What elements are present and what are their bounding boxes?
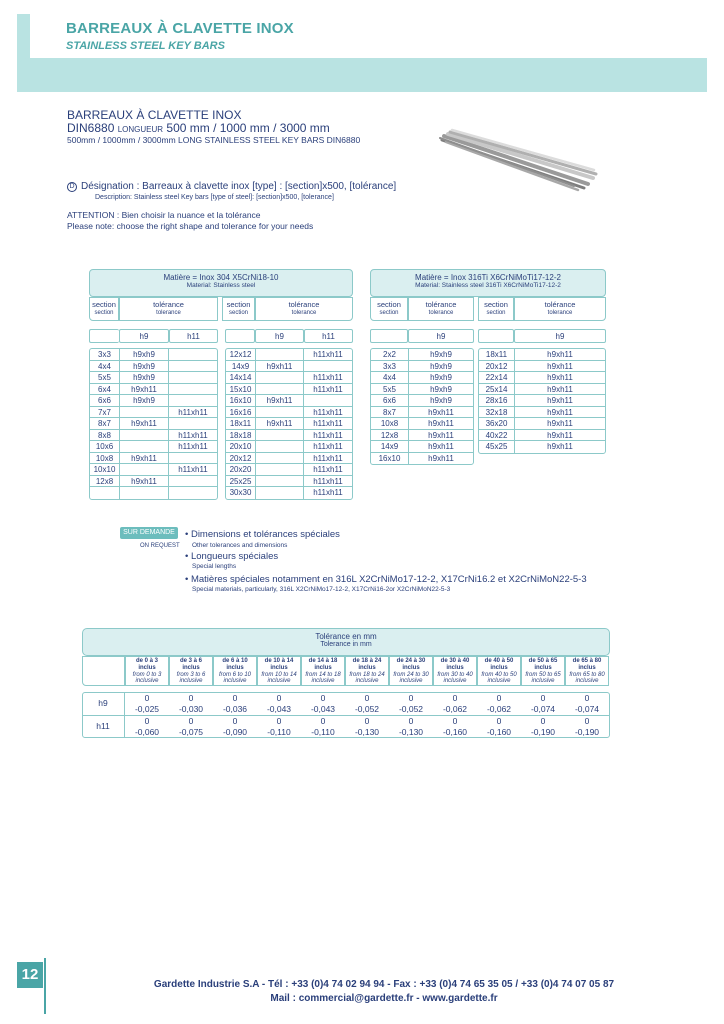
footer-contact: Gardette Industrie S.A - Tél : +33 (0)4 74 02 94 94 - Fax : +33 (0)4 74 65 35 05 / +33 (0)4 74 07 05 87 bbox=[153, 979, 615, 990]
tolerance-cell: h9xh9 bbox=[409, 395, 473, 407]
section-cell: 18x18 bbox=[226, 430, 256, 442]
designation-marker-icon: D bbox=[67, 182, 77, 192]
tolerance-cell: h11xh11 bbox=[304, 476, 352, 488]
tolerance-cell bbox=[256, 453, 304, 465]
attention-text: ATTENTION : Bien choisir la nuance et la tolérance bbox=[67, 210, 261, 220]
table-row bbox=[371, 372, 473, 384]
tolerance-value: -0,052 bbox=[354, 704, 380, 714]
tolerance-column-header: de 65 à 80 inclus from 65 to 80 inclusive bbox=[565, 656, 609, 686]
table-row bbox=[90, 395, 217, 407]
table316-subheader-right bbox=[478, 329, 606, 343]
section-cell: 18x11 bbox=[479, 349, 515, 361]
tolerance-cell: h9xh11 bbox=[256, 361, 304, 373]
tolerance-cell: h9xh11 bbox=[120, 476, 169, 488]
table304-title-box bbox=[89, 269, 353, 297]
table-row bbox=[371, 384, 473, 396]
tolerance-title-en: Tolerance in mm bbox=[320, 641, 372, 648]
section-cell: 20x12 bbox=[479, 361, 515, 373]
section-cell: 4x4 bbox=[371, 372, 409, 384]
tolerance-cell: h11xh11 bbox=[304, 384, 352, 396]
tolerance-value: 0 bbox=[364, 716, 370, 726]
table-row bbox=[226, 384, 352, 396]
table-row bbox=[90, 476, 217, 488]
tolerance-value: -0,062 bbox=[442, 704, 468, 714]
h9-header: h9 bbox=[514, 329, 606, 343]
tolerance-cell bbox=[120, 464, 169, 476]
tolerance-column-header: de 6 à 10 inclus from 6 to 10 inclusive bbox=[213, 656, 257, 686]
table-row bbox=[479, 418, 605, 430]
header-accent-horizontal bbox=[17, 58, 707, 92]
tolerance-header-blank bbox=[82, 656, 125, 686]
table316-tolerance-header-right: tolérance tolerance bbox=[514, 297, 606, 321]
table304-section-header-left: section section bbox=[89, 297, 119, 321]
table316-subheader-left bbox=[370, 329, 474, 343]
section-cell: 6x6 bbox=[371, 395, 409, 407]
tolerance-cell: h11xh11 bbox=[304, 372, 352, 384]
tolerance-row-h9-label: h9 bbox=[98, 698, 108, 708]
tolerance-cell: h9xh11 bbox=[428, 453, 454, 463]
tolerance-cell: h9xh9 bbox=[120, 395, 169, 407]
tolerance-value: -0,052 bbox=[398, 704, 424, 714]
tolerance-cell bbox=[304, 395, 352, 407]
table-row bbox=[226, 487, 352, 499]
section-cell: 12x8 bbox=[371, 430, 409, 442]
tolerance-cell: h11xh11 bbox=[304, 441, 352, 453]
table316-section-header-right: section section bbox=[478, 297, 514, 321]
section-cell: 45x25 bbox=[479, 441, 515, 453]
tolerance-value: 0 bbox=[452, 693, 458, 703]
tolerance-value: -0,160 bbox=[442, 727, 468, 737]
tolerance-value: -0,074 bbox=[574, 704, 600, 714]
tolerance-title: Tolérance en mm bbox=[315, 632, 377, 641]
tolerance-cell: h11xh11 bbox=[304, 349, 352, 361]
tolerance-value: -0,090 bbox=[222, 727, 248, 737]
tolerance-column-header: de 10 à 14 inclus from 10 to 14 inclusive bbox=[257, 656, 301, 686]
section-cell: 20x20 bbox=[226, 464, 256, 476]
section-cell: 5x5 bbox=[90, 372, 120, 384]
attention-en: Please note: choose the right shape and tolerance for your needs bbox=[67, 221, 314, 231]
tolerance-value: -0,110 bbox=[311, 727, 335, 737]
table-row bbox=[226, 418, 352, 430]
h9-header: h9 bbox=[408, 329, 474, 343]
tolerance-cell bbox=[169, 487, 217, 499]
section-cell bbox=[90, 487, 120, 499]
section-cell: 8x8 bbox=[90, 430, 120, 442]
tolerance-cell: h9xh11 bbox=[515, 418, 605, 430]
table-row bbox=[226, 476, 352, 488]
section-cell: 20x12 bbox=[226, 453, 256, 465]
table-row bbox=[90, 361, 217, 373]
tolerance-cell: h9xh11 bbox=[256, 418, 304, 430]
section-cell: 7x7 bbox=[90, 407, 120, 419]
tolerance-value: 0 bbox=[320, 716, 326, 726]
header-title: BARREAUX À CLAVETTE INOX bbox=[66, 20, 294, 37]
tolerance-cell bbox=[120, 441, 169, 453]
tolerance-cell bbox=[256, 441, 304, 453]
tolerance-value: -0,110 bbox=[267, 727, 291, 737]
tolerance-value: -0,075 bbox=[178, 727, 204, 737]
section-cell: 10x10 bbox=[90, 464, 120, 476]
table-row bbox=[90, 487, 217, 499]
tolerance-cell: h9xh11 bbox=[409, 430, 473, 442]
special-item-2-en: Special lengths bbox=[192, 563, 237, 570]
table304-title-en: Material: Stainless steel bbox=[186, 282, 256, 289]
tolerance-value: 0 bbox=[188, 716, 194, 726]
table-row bbox=[371, 418, 473, 430]
tolerance-column-header: de 18 à 24 inclus from 18 to 24 inclusive bbox=[345, 656, 389, 686]
tolerance-value: -0,074 bbox=[530, 704, 556, 714]
tolerance-value: 0 bbox=[584, 693, 590, 703]
header-subtitle: STAINLESS STEEL KEY BARS bbox=[66, 40, 225, 52]
section-cell: 25x25 bbox=[226, 476, 256, 488]
tolerance-cell: h9xh11 bbox=[256, 395, 304, 407]
tolerance-cell: h9xh11 bbox=[409, 418, 473, 430]
table-row bbox=[90, 407, 217, 419]
section-cell: 22x14 bbox=[479, 372, 515, 384]
table-row bbox=[479, 349, 605, 361]
table304-subheader-left bbox=[89, 329, 218, 343]
tolerance-cell: h9xh11 bbox=[515, 395, 605, 407]
section-din bbox=[67, 121, 330, 135]
table304-title: Matière = Inox 304 X5CrNi18-10 bbox=[163, 273, 279, 282]
table-row bbox=[371, 430, 473, 442]
table-row bbox=[90, 418, 217, 430]
table304-left-body bbox=[89, 348, 218, 500]
tolerance-column-header: de 3 à 6 inclus from 3 to 6 inclusive bbox=[169, 656, 213, 686]
tolerance-cell: h9xh11 bbox=[120, 384, 169, 396]
tolerance-cell bbox=[169, 418, 217, 430]
tolerance-cell: h11xh11 bbox=[304, 464, 352, 476]
section-cell: 25x14 bbox=[479, 384, 515, 396]
tolerance-value: 0 bbox=[320, 693, 326, 703]
table304-tolerance-header-right: tolérance tolerance bbox=[255, 297, 353, 321]
table-row bbox=[90, 349, 217, 361]
table-row bbox=[90, 372, 217, 384]
tolerance-value: -0,030 bbox=[178, 704, 204, 714]
tolerance-cell: h9xh11 bbox=[547, 442, 573, 451]
section-english: 500mm / 1000mm / 3000mm LONG STAINLESS STEEL KEY BARS DIN6880 bbox=[67, 135, 361, 145]
tolerance-column-header: de 0 à 3 inclus from 0 to 3 inclusive bbox=[125, 656, 169, 686]
tolerance-value: -0,025 bbox=[134, 704, 160, 714]
tolerance-column-header: de 40 à 50 inclus from 40 to 50 inclusive bbox=[477, 656, 521, 686]
longueur-label: LONGUEUR bbox=[117, 125, 164, 134]
tolerance-cell: h11xh11 bbox=[304, 418, 352, 430]
tolerance-value: 0 bbox=[540, 693, 546, 703]
tolerance-cell: h9xh9 bbox=[120, 372, 169, 384]
din-code: DIN6880 bbox=[67, 121, 115, 135]
designation-text: Désignation : Barreaux à clavette inox [type] : [section]x500, [tolérance] bbox=[81, 181, 397, 192]
tolerance-row-h11-label: h11 bbox=[96, 721, 110, 731]
section-cell: 3x3 bbox=[90, 349, 120, 361]
tolerance-column-header: de 24 à 30 inclus from 24 to 30 inclusive bbox=[389, 656, 433, 686]
tolerance-cell: h9xh11 bbox=[515, 349, 605, 361]
tolerance-cell bbox=[256, 372, 304, 384]
section-cell: 10x8 bbox=[90, 453, 120, 465]
section-cell: 10x8 bbox=[371, 418, 409, 430]
table-row bbox=[371, 441, 473, 453]
tolerance-cell bbox=[169, 384, 217, 396]
tolerance-cell: h11xh11 bbox=[304, 453, 352, 465]
tolerance-value: 0 bbox=[408, 693, 414, 703]
section-cell: 15x10 bbox=[226, 384, 256, 396]
tolerance-value: -0,130 bbox=[354, 727, 380, 737]
section-cell: 8x7 bbox=[371, 407, 409, 419]
table-row bbox=[226, 453, 352, 465]
special-item-1: • Dimensions et tolérances spéciales bbox=[185, 529, 340, 540]
tolerance-cell: h11xh11 bbox=[304, 430, 352, 442]
tolerance-column-header: de 30 à 40 inclus from 30 to 40 inclusive bbox=[433, 656, 477, 686]
special-item-1-en: Other tolerances and dimensions bbox=[192, 542, 288, 549]
table-row bbox=[479, 441, 605, 453]
table316-section-header-left: section section bbox=[370, 297, 408, 321]
description-en: Description: Stainless steel Key bars [type of steel]: [section]x500, [tolerance] bbox=[95, 194, 334, 201]
tolerance-cell: h9xh11 bbox=[409, 407, 473, 419]
section-cell: 8x7 bbox=[90, 418, 120, 430]
tolerance-cell bbox=[304, 361, 352, 373]
table-row bbox=[371, 349, 473, 361]
tolerance-cell bbox=[169, 349, 217, 361]
table304-subheader-right bbox=[225, 329, 353, 343]
table-row bbox=[226, 407, 352, 419]
table-row bbox=[479, 395, 605, 407]
tolerance-cell bbox=[169, 372, 217, 384]
table-row bbox=[226, 464, 352, 476]
tolerance-cell: h9xh9 bbox=[409, 361, 473, 373]
section-cell: 36x20 bbox=[479, 418, 515, 430]
tolerance-value: 0 bbox=[232, 693, 238, 703]
tolerance-title-box bbox=[82, 628, 610, 656]
tolerance-cell: h9xh11 bbox=[120, 453, 169, 465]
special-item-3: • Matières spéciales notamment en 316L X2CrNiMo17-12-2, X17CrNi16.2 et X2CrNiMoN22-5-3 bbox=[185, 574, 587, 585]
section-cell: 14x9 bbox=[226, 361, 256, 373]
table-row bbox=[226, 372, 352, 384]
tolerance-cell bbox=[120, 407, 169, 419]
section-cell: 16x10 bbox=[226, 395, 256, 407]
table316-title-box bbox=[370, 269, 606, 297]
tolerance-cell bbox=[169, 361, 217, 373]
tolerance-value: 0 bbox=[188, 693, 194, 703]
tolerance-cell bbox=[169, 453, 217, 465]
tolerance-cell: h9xh9 bbox=[409, 349, 473, 361]
tolerance-cell: h9xh9 bbox=[409, 372, 473, 384]
tolerance-cell: h11xh11 bbox=[313, 488, 343, 497]
section-cell: 3x3 bbox=[371, 361, 409, 373]
tolerance-value: 0 bbox=[232, 716, 238, 726]
lengths-label: 500 mm / 1000 mm / 3000 mm bbox=[166, 121, 330, 135]
section-cell: 14x9 bbox=[371, 441, 409, 453]
section-cell: 2x2 bbox=[371, 349, 409, 361]
section-cell: 20x10 bbox=[226, 441, 256, 453]
tolerance-value: 0 bbox=[408, 716, 414, 726]
tolerance-cell bbox=[256, 349, 304, 361]
section-cell: 12x12 bbox=[226, 349, 256, 361]
section-cell: 14x14 bbox=[226, 372, 256, 384]
tolerance-cell bbox=[256, 384, 304, 396]
steel-bars-image bbox=[438, 128, 598, 192]
tolerance-cell bbox=[169, 476, 217, 488]
tolerance-cell: h9xh9 bbox=[120, 361, 169, 373]
tolerance-cell: h9xh11 bbox=[515, 407, 605, 419]
tolerance-cell bbox=[256, 487, 304, 499]
tolerance-value: 0 bbox=[496, 716, 502, 726]
special-item-2: • Longueurs spéciales bbox=[185, 551, 279, 562]
tolerance-value: -0,062 bbox=[486, 704, 512, 714]
table-row bbox=[90, 453, 217, 465]
table304-tolerance-header-left: tolérance tolerance bbox=[119, 297, 218, 321]
table-row bbox=[371, 395, 473, 407]
page-number: 12 bbox=[17, 962, 43, 988]
table-row bbox=[90, 384, 217, 396]
tolerance-cell: h11xh11 bbox=[304, 407, 352, 419]
tolerance-value: 0 bbox=[276, 716, 282, 726]
section-cell: 5x5 bbox=[371, 384, 409, 396]
table-row bbox=[479, 430, 605, 442]
on-request-label: ON REQUEST bbox=[140, 543, 180, 549]
tolerance-cell: h9xh11 bbox=[515, 372, 605, 384]
special-item-3-en: Special materials, particularly, 316L X2CrNiMo17-12-2, X17CrNi16-2or X2CrNiMoN22-5-3 bbox=[192, 586, 451, 593]
tolerance-cell: h9xh11 bbox=[120, 418, 169, 430]
tolerance-cell: h11xh11 bbox=[169, 441, 217, 453]
h11-header: h11 bbox=[169, 329, 218, 343]
tolerance-cell bbox=[256, 407, 304, 419]
tolerance-value: 0 bbox=[584, 716, 590, 726]
tolerance-value: -0,060 bbox=[134, 727, 160, 737]
tolerance-value: 0 bbox=[364, 693, 370, 703]
tolerance-value: 0 bbox=[144, 693, 150, 703]
tolerance-value: 0 bbox=[496, 693, 502, 703]
table-row bbox=[226, 349, 352, 361]
tolerance-cell: h9xh9 bbox=[120, 349, 169, 361]
table316-tolerance-header-left: tolérance tolerance bbox=[408, 297, 474, 321]
table316-title: Matière = Inox 316Ti X6CrNiMoTi17-12-2 bbox=[415, 273, 561, 282]
section-cell: 28x16 bbox=[479, 395, 515, 407]
table-row bbox=[371, 407, 473, 419]
tolerance-value: -0,160 bbox=[486, 727, 512, 737]
section-cell: 16x16 bbox=[226, 407, 256, 419]
tolerance-value: -0,190 bbox=[574, 727, 600, 737]
table-row bbox=[90, 430, 217, 442]
tolerance-cell: h11xh11 bbox=[169, 407, 217, 419]
table-row bbox=[479, 384, 605, 396]
table-row bbox=[226, 441, 352, 453]
tolerance-cell: h9xh11 bbox=[409, 441, 473, 453]
section-cell: 18x11 bbox=[226, 418, 256, 430]
tolerance-cell bbox=[120, 487, 169, 499]
table-row bbox=[90, 441, 217, 453]
table316-title-en: Material: Stainless steel 316Ti X6CrNiMoTi17-12-2 bbox=[415, 282, 561, 289]
on-request-badge: SUR DEMANDE bbox=[120, 527, 178, 539]
tolerance-cell: h11xh11 bbox=[169, 430, 217, 442]
table-row bbox=[479, 407, 605, 419]
section-cell: 6x4 bbox=[90, 384, 120, 396]
section-cell: 12x8 bbox=[90, 476, 120, 488]
tolerance-cell: h11xh11 bbox=[169, 464, 217, 476]
tolerance-cell bbox=[120, 430, 169, 442]
h9-header: h9 bbox=[255, 329, 304, 343]
tolerance-cell bbox=[256, 476, 304, 488]
table-row bbox=[226, 395, 352, 407]
tolerance-cell: h9xh9 bbox=[409, 384, 473, 396]
table-row bbox=[479, 361, 605, 373]
table304-right-body bbox=[225, 348, 353, 500]
tolerance-cell bbox=[169, 395, 217, 407]
tolerance-cell: h9xh11 bbox=[515, 361, 605, 373]
tolerance-value: 0 bbox=[540, 716, 546, 726]
tolerance-cell bbox=[256, 464, 304, 476]
table304-section-header-right: section section bbox=[222, 297, 255, 321]
table-row bbox=[226, 361, 352, 373]
tolerance-cell: h9xh11 bbox=[515, 430, 605, 442]
table-row bbox=[90, 464, 217, 476]
table316-right-body bbox=[478, 348, 606, 454]
tolerance-column-header: de 50 à 65 inclus from 50 to 65 inclusive bbox=[521, 656, 565, 686]
section-cell: 10x6 bbox=[90, 441, 120, 453]
section-title: BARREAUX À CLAVETTE INOX bbox=[67, 108, 242, 122]
tolerance-value: 0 bbox=[452, 716, 458, 726]
section-cell: 6x6 bbox=[90, 395, 120, 407]
section-cell: 40x22 bbox=[479, 430, 515, 442]
table-row bbox=[371, 453, 473, 465]
section-cell: 30x30 bbox=[226, 487, 256, 499]
tolerance-column-header: de 14 à 18 inclus from 14 to 18 inclusive bbox=[301, 656, 345, 686]
tolerance-value: 0 bbox=[276, 693, 282, 703]
tolerance-value: -0,036 bbox=[222, 704, 248, 714]
tolerance-value: 0 bbox=[144, 716, 150, 726]
table-row bbox=[226, 430, 352, 442]
tolerance-value: -0,043 bbox=[266, 704, 292, 714]
table316-left-body bbox=[370, 348, 474, 465]
table-row bbox=[479, 372, 605, 384]
section-cell: 32x18 bbox=[479, 407, 515, 419]
h9-header: h9 bbox=[119, 329, 169, 343]
table-row bbox=[371, 361, 473, 373]
designation bbox=[67, 181, 396, 192]
tolerance-cell bbox=[256, 430, 304, 442]
section-cell: 4x4 bbox=[90, 361, 120, 373]
tolerance-cell: h9xh11 bbox=[515, 384, 605, 396]
section-cell: 16x10 bbox=[371, 453, 409, 465]
h11-header: h11 bbox=[304, 329, 353, 343]
tolerance-value: -0,130 bbox=[398, 727, 424, 737]
tolerance-value: -0,190 bbox=[530, 727, 556, 737]
footer-mail: Mail : commercial@gardette.fr - www.gardette.fr bbox=[270, 993, 498, 1004]
tolerance-value: -0,043 bbox=[310, 704, 336, 714]
